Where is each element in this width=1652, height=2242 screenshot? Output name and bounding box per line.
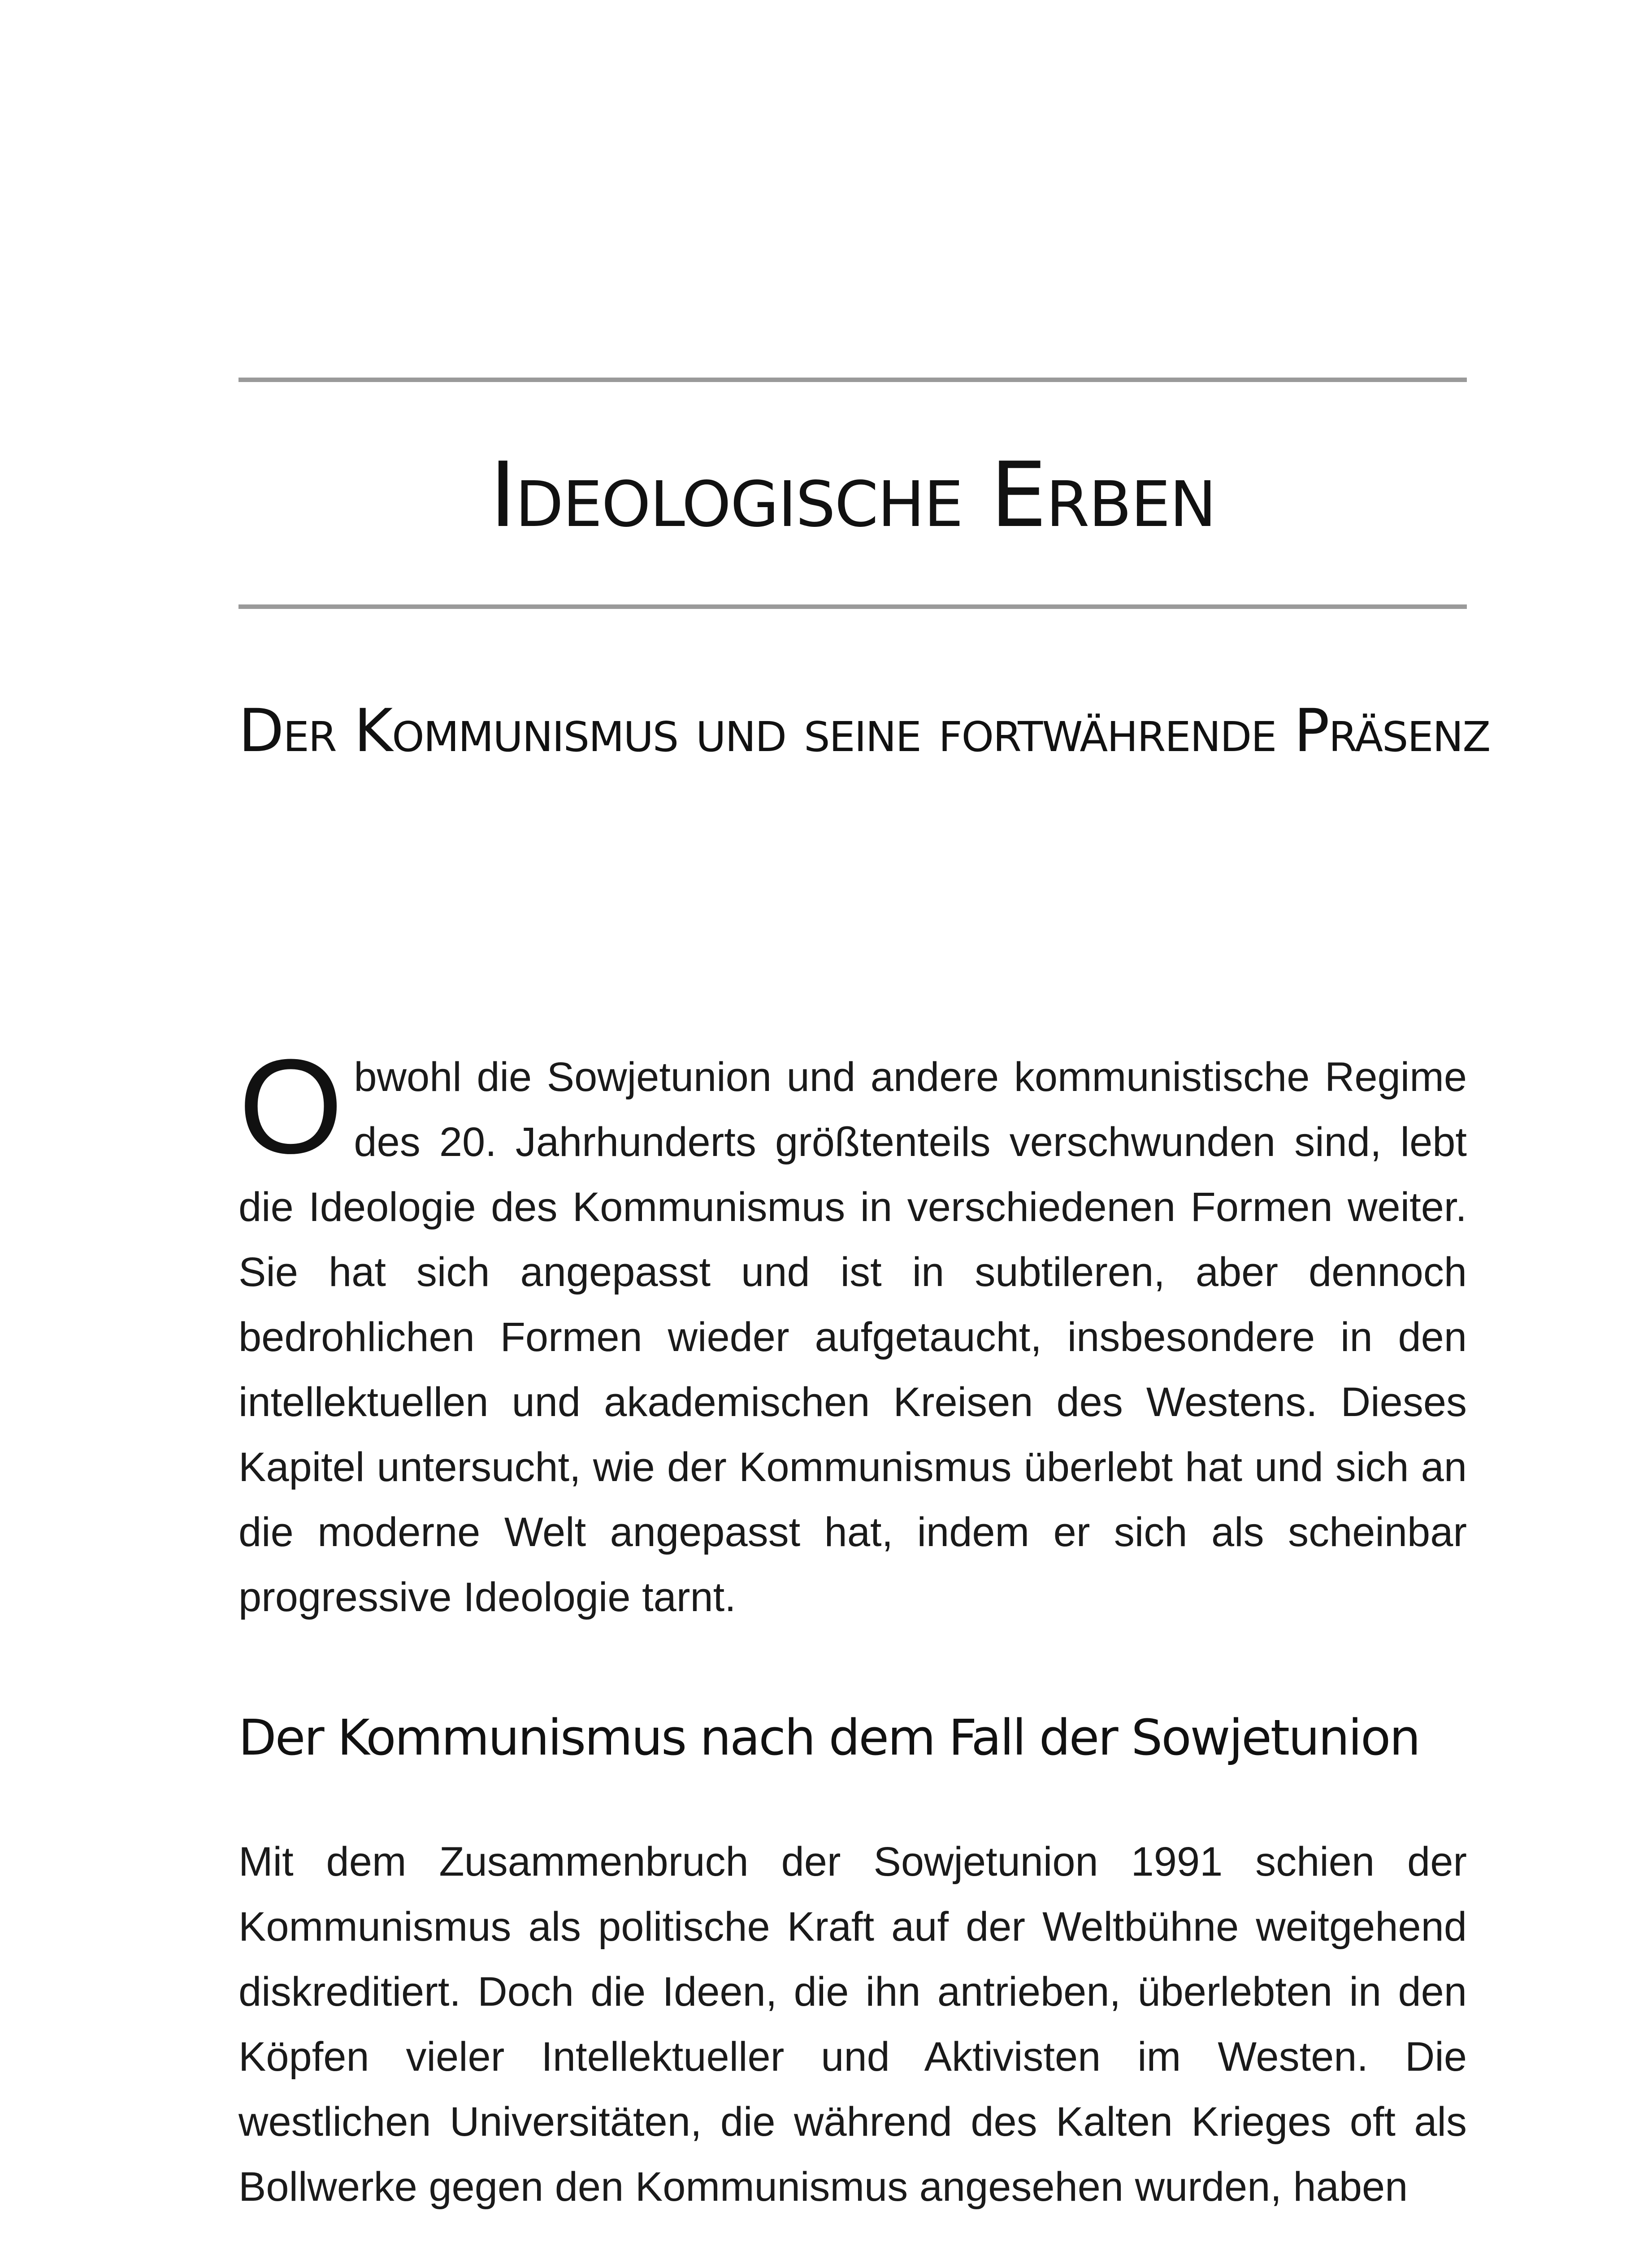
title-top-rule — [238, 378, 1467, 382]
drop-cap: O — [238, 1031, 343, 1182]
intro-paragraph-text: bwohl die Sowjetunion und andere kommunistische Regime des 20. Jahrhunderts größtenteils verschwunden sind, lebt die Ideologie des Kommunismus in verschiedenen Formen weiter. Sie hat sich angepasst und ist in subtileren, aber dennoch bedrohlichen Formen wieder aufgetaucht, insbesondere in den intellektuellen und akademischen Kreisen des Westens. Dieses Kapitel untersucht, wie der Kommunismus überlebt hat und sich an die moderne Welt angepasst hat, indem er sich als scheinbar progressive Ideologie tarnt. — [238, 1054, 1467, 1620]
chapter-title: Ideologische Erben — [490, 443, 1216, 547]
section-heading: Der Kommunismus nach dem Fall der Sowjetunion — [238, 1709, 1420, 1766]
chapter-subtitle: Der Kommunismus und seine fortwährende Präsenz — [238, 696, 1490, 765]
intro-paragraph — [238, 1031, 1467, 1630]
title-bottom-rule — [238, 604, 1467, 609]
section-paragraph: Mit dem Zusammenbruch der Sowjetunion 1991 schien der Kommunismus als politische Kraft auf der Weltbühne weitgehend diskreditiert. Doch die Ideen, die ihn antrieben, überlebten in den Köpfen vieler Intellektueller und Aktivisten im Westen. Die westlichen Universitäten, die während des Kalten Krieges oft als Bollwerke gegen den Kommunismus angesehen wurden, haben — [238, 1839, 1467, 2210]
